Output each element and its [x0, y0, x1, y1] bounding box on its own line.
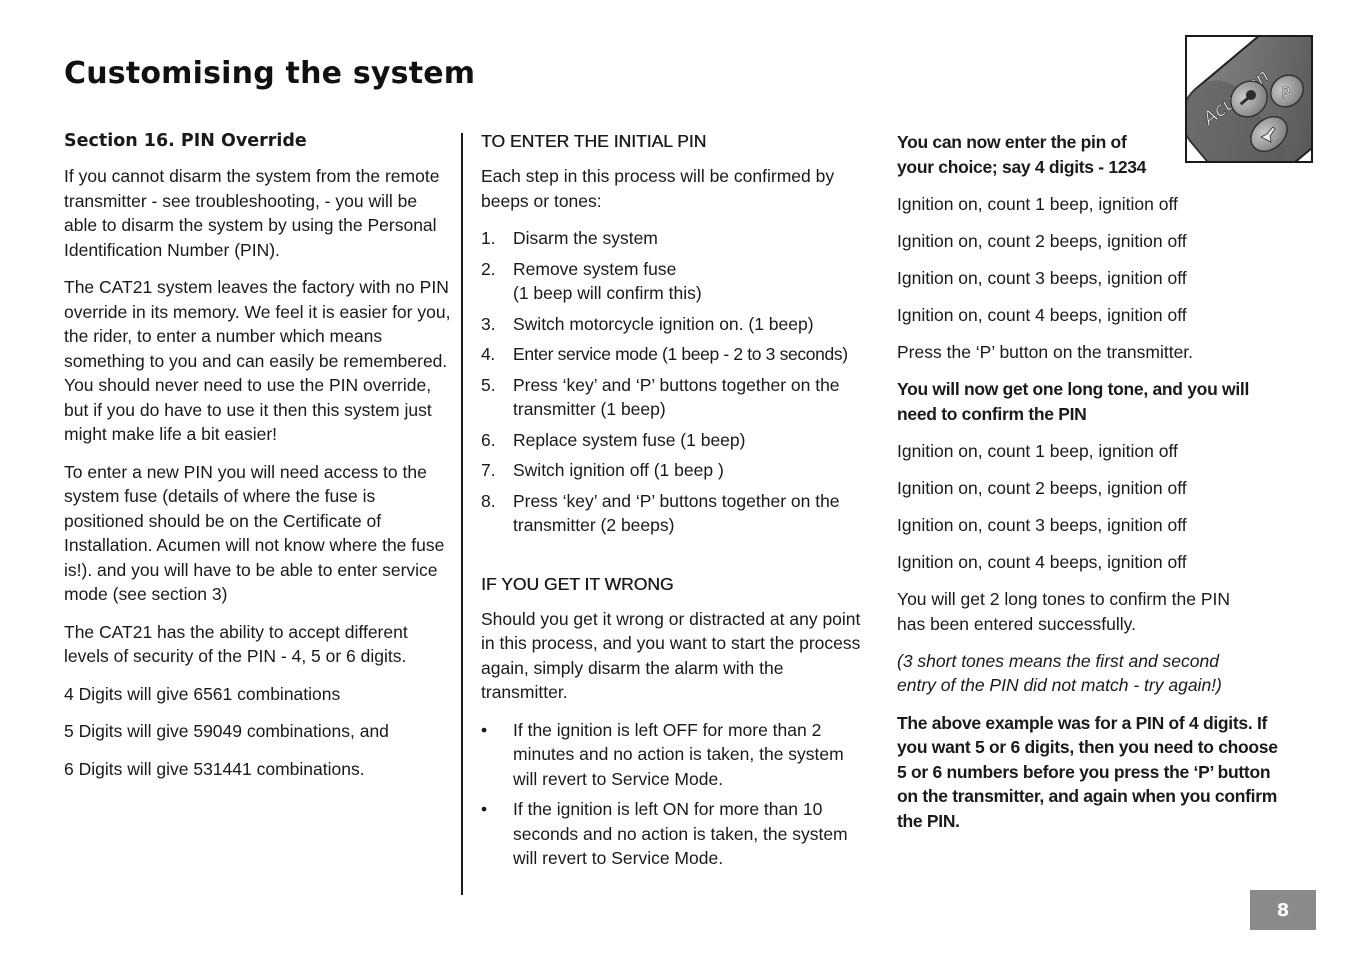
mismatch-note: (3 short tones means the first and second entry of the PIN did not match - try again!) [897, 650, 1222, 695]
svg-text:P: P [1281, 84, 1291, 102]
confirm-instruction: You will now get one long tone, and you will need to confirm the PIN [897, 379, 1250, 424]
list-item: 8. Press ‘key’ and ‘P’ buttons together on the transmitter (2 beeps) [481, 490, 840, 535]
column-divider [461, 133, 463, 895]
bullet-list [481, 718, 871, 871]
ignition-step: Ignition on, count 2 beeps, ignition off [897, 478, 1187, 498]
column-pin-override [64, 130, 452, 794]
combinations-6-digits: 6 Digits will give 531441 combinations. [64, 758, 365, 779]
ignition-step: Ignition on, count 4 beeps, ignition off [897, 305, 1187, 325]
combinations-4-digits: 4 Digits will give 6561 combinations [64, 683, 341, 704]
list-item: 2. Remove system fuse (1 beep will confirm this) [481, 258, 702, 303]
paragraph: To enter a new PIN you will need access to the system fuse (details of where the fuse is positioned should be on the Certificate of Installation. Acumen will not know where the fuse is!). and you will have to be able to enter service mode (see section 3) [64, 461, 445, 604]
paragraph: The CAT21 system leaves the factory with no PIN override in its memory. We feel it is easier for you, the rider, to enter a number which means something to you and can easily be remembered. You should never need to use the PIN override, but if you do have to use it then this system just might make life a bit easier! [64, 277, 451, 444]
steps-list [481, 226, 871, 538]
list-item: 1. Disarm the system [481, 228, 658, 248]
page-number-badge: 8 [1250, 890, 1316, 930]
page-title: Customising the system [64, 56, 476, 91]
lead-instruction: You can now enter the pin of your choice; say 4 digits - 1234 [897, 132, 1147, 177]
column-enter-initial-pin [481, 130, 871, 884]
paragraph: Should you get it wrong or distracted at any point in this process, and you want to start the process again, simply disarm the alarm with the transmitter. [481, 608, 861, 702]
ignition-step: Ignition on, count 3 beeps, ignition off [897, 515, 1187, 535]
list-item: • If the ignition is left ON for more than 10 seconds and no action is taken, the system will revert to Service Mode. [481, 799, 848, 868]
final-note: The above example was for a PIN of 4 digits. If you want 5 or 6 digits, then you need to choose 5 or 6 numbers before you press the ‘P’ button on the transmitter, and again when you confirm the PIN. [897, 712, 1278, 831]
confirmation-text: You will get 2 long tones to confirm the PIN has been entered successfully. [897, 589, 1231, 634]
list-item: 7. Switch ignition off (1 beep ) [481, 460, 724, 480]
paragraph: Each step in this process will be confirmed by beeps or tones: [481, 166, 835, 211]
column-enter-pin-steps [897, 130, 1287, 846]
section-heading: Section 16. PIN Override [64, 131, 307, 151]
subsection-heading: TO ENTER THE INITIAL PIN [481, 131, 707, 151]
list-item: 3. Switch motorcycle ignition on. (1 beep) [481, 313, 814, 334]
list-item: 5. Press ‘key’ and ‘P’ buttons together on the transmitter (1 beep) [481, 374, 840, 419]
ignition-step: Ignition on, count 1 beep, ignition off [897, 441, 1178, 461]
ignition-step: Ignition on, count 1 beep, ignition off [897, 194, 1178, 214]
ignition-step: Ignition on, count 4 beeps, ignition off [897, 552, 1187, 572]
paragraph: The CAT21 has the ability to accept different levels of security of the PIN - 4, 5 or 6 digits. [64, 621, 408, 666]
list-item: 6. Replace system fuse (1 beep) [481, 429, 746, 450]
ignition-step: Ignition on, count 3 beeps, ignition off [897, 268, 1187, 288]
combinations-5-digits: 5 Digits will give 59049 combinations, and [64, 721, 389, 741]
ignition-step: Ignition on, count 2 beeps, ignition off [897, 231, 1187, 251]
list-item: 4. Enter service mode (1 beep - 2 to 3 seconds) [481, 344, 848, 364]
press-p-step: Press the ‘P’ button on the transmitter. [897, 342, 1194, 362]
subsection-heading-wrong: IF YOU GET IT WRONG [481, 573, 674, 594]
list-item: • If the ignition is left OFF for more than 2 minutes and no action is taken, the system will revert to Service Mode. [481, 719, 844, 789]
paragraph: If you cannot disarm the system from the remote transmitter - see troubleshooting, - you will be able to disarm the system by using the Personal Identification Number (PIN). [64, 166, 440, 260]
